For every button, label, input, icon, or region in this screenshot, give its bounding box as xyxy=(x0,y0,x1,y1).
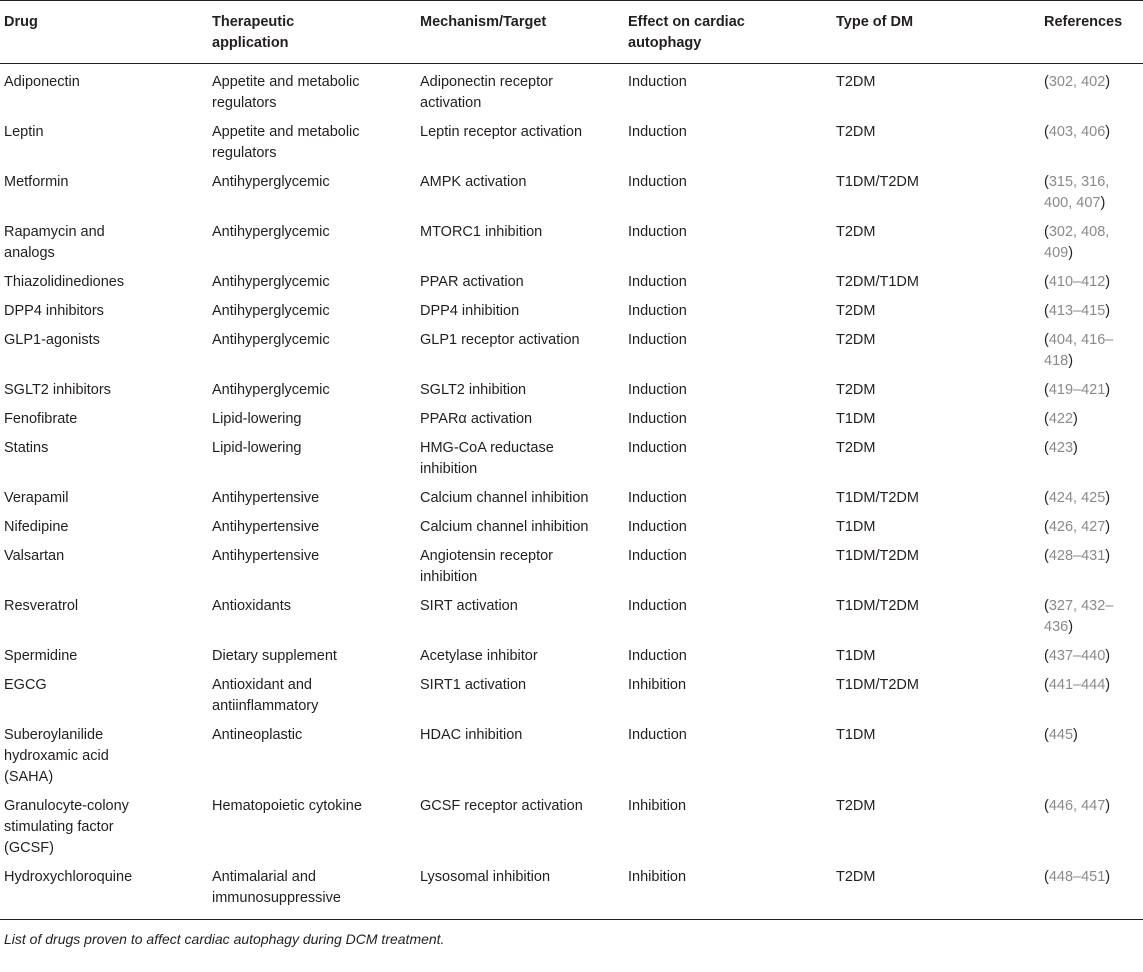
cell-drug xyxy=(0,404,208,433)
cell-app xyxy=(208,483,416,512)
cell-drug xyxy=(0,167,208,217)
cell-mech xyxy=(416,296,624,325)
cell-text: Antihypertensive xyxy=(212,548,320,564)
cell-dm xyxy=(832,512,1040,541)
cell-text: T1DM/T2DM xyxy=(836,490,919,506)
cell-text: Antimalarial and immunosuppressive xyxy=(212,869,341,906)
table-row xyxy=(0,267,1143,296)
cell-text[interactable]: (403, 406) xyxy=(1044,124,1111,140)
cell-effect xyxy=(624,670,832,720)
cell-text: Antihyperglycemic xyxy=(212,174,330,190)
cell-text: Induction xyxy=(628,74,687,90)
table-row xyxy=(0,720,1143,791)
column-header-dm-type: Type of DM xyxy=(832,1,1040,64)
cell-app xyxy=(208,404,416,433)
cell-text: SGLT2 inhibition xyxy=(420,382,527,398)
cell-effect xyxy=(624,217,832,267)
cell-text[interactable]: (437–440) xyxy=(1044,648,1111,664)
cell-mech xyxy=(416,791,624,862)
cell-effect xyxy=(624,591,832,641)
cell-effect xyxy=(624,325,832,375)
cell-text: Antihyperglycemic xyxy=(212,382,330,398)
cell-drug xyxy=(0,862,208,920)
cell-app xyxy=(208,117,416,167)
cell-text: Appetite and metabolic regulators xyxy=(212,124,360,161)
cell-text[interactable]: (419–421) xyxy=(1044,382,1111,398)
cell-text: Antihyperglycemic xyxy=(212,303,330,319)
cell-drug xyxy=(0,591,208,641)
table-row xyxy=(0,167,1143,217)
cell-mech xyxy=(416,720,624,791)
cell-text: Induction xyxy=(628,440,687,456)
cell-effect xyxy=(624,541,832,591)
cell-dm xyxy=(832,541,1040,591)
table-row xyxy=(0,117,1143,167)
cell-text: Adiponectin xyxy=(4,74,80,90)
cell-mech xyxy=(416,375,624,404)
cell-refs xyxy=(1040,325,1143,375)
table-row xyxy=(0,483,1143,512)
cell-text: T1DM/T2DM xyxy=(836,174,919,190)
cell-effect xyxy=(624,167,832,217)
cell-app xyxy=(208,591,416,641)
table-row xyxy=(0,670,1143,720)
cell-text: Metformin xyxy=(4,174,69,190)
cell-dm xyxy=(832,591,1040,641)
cell-drug xyxy=(0,217,208,267)
cell-text: Adiponectin receptor activation xyxy=(420,74,553,111)
cell-drug xyxy=(0,117,208,167)
cell-text[interactable]: (327, 432–436) xyxy=(1044,598,1114,635)
table-row xyxy=(0,791,1143,862)
cell-effect xyxy=(624,433,832,483)
cell-refs xyxy=(1040,64,1143,118)
cell-text: Induction xyxy=(628,490,687,506)
cell-text: Induction xyxy=(628,648,687,664)
column-header-drug: Drug xyxy=(0,1,208,64)
cell-app xyxy=(208,267,416,296)
table-body xyxy=(0,64,1143,920)
cell-text: HMG-CoA reductase inhibition xyxy=(420,440,554,477)
cell-text: Resveratrol xyxy=(4,598,79,614)
cell-refs xyxy=(1040,483,1143,512)
cell-text: Fenofibrate xyxy=(4,411,78,427)
cell-text[interactable]: (424, 425) xyxy=(1044,490,1111,506)
table-row xyxy=(0,641,1143,670)
cell-text[interactable]: (413–415) xyxy=(1044,303,1111,319)
cell-text: DPP4 inhibitors xyxy=(4,303,104,319)
cell-text: Antioxidant and antiinflammatory xyxy=(212,677,319,714)
cell-effect xyxy=(624,862,832,920)
cell-mech xyxy=(416,512,624,541)
cell-text: T1DM xyxy=(836,411,876,427)
cell-app xyxy=(208,641,416,670)
cell-refs xyxy=(1040,641,1143,670)
cell-dm xyxy=(832,296,1040,325)
cell-text: T1DM xyxy=(836,727,876,743)
cell-drug xyxy=(0,791,208,862)
cell-dm xyxy=(832,117,1040,167)
cell-text: Antioxidants xyxy=(212,598,291,614)
cell-text[interactable]: (448–451) xyxy=(1044,869,1111,885)
cell-drug xyxy=(0,433,208,483)
cell-text: Inhibition xyxy=(628,677,687,693)
cell-app xyxy=(208,375,416,404)
cell-text: Inhibition xyxy=(628,798,687,814)
cell-text: Inhibition xyxy=(628,869,687,885)
cell-refs xyxy=(1040,375,1143,404)
table-row xyxy=(0,862,1143,920)
cell-drug xyxy=(0,267,208,296)
table-row xyxy=(0,375,1143,404)
cell-text: T1DM/T2DM xyxy=(836,548,919,564)
cell-text[interactable]: (423) xyxy=(1044,440,1078,456)
cell-text: T2DM xyxy=(836,869,876,885)
table-row xyxy=(0,512,1143,541)
cell-refs xyxy=(1040,167,1143,217)
cell-drug xyxy=(0,512,208,541)
cell-text: T2DM xyxy=(836,224,876,240)
cell-text: Induction xyxy=(628,303,687,319)
cell-text: Acetylase inhibitor xyxy=(420,648,538,664)
cell-text: GLP1-agonists xyxy=(4,332,100,348)
cell-text: Antihyperglycemic xyxy=(212,274,330,290)
cell-drug xyxy=(0,64,208,118)
cell-text: Calcium channel inhibition xyxy=(420,519,589,535)
table-row xyxy=(0,433,1143,483)
cell-text: Antihyperglycemic xyxy=(212,332,330,348)
cell-text: SIRT1 activation xyxy=(420,677,527,693)
cell-dm xyxy=(832,720,1040,791)
cell-text[interactable]: (428–431) xyxy=(1044,548,1111,564)
cell-dm xyxy=(832,167,1040,217)
cell-drug xyxy=(0,541,208,591)
cell-text: T2DM/T1DM xyxy=(836,274,919,290)
cell-text: EGCG xyxy=(4,677,47,693)
cell-drug xyxy=(0,296,208,325)
cell-text: Lysosomal inhibition xyxy=(420,869,551,885)
cell-app xyxy=(208,296,416,325)
cell-drug xyxy=(0,325,208,375)
cell-text[interactable]: (315, 316, 400, 407) xyxy=(1044,174,1110,211)
cell-text: GLP1 receptor activation xyxy=(420,332,580,348)
cell-text: PPARα activation xyxy=(420,411,533,427)
cell-text: Leptin xyxy=(4,124,44,140)
cell-text: T2DM xyxy=(836,798,876,814)
cell-text[interactable]: (404, 416–418) xyxy=(1044,332,1114,369)
cell-text: SIRT activation xyxy=(420,598,518,614)
cell-dm xyxy=(832,433,1040,483)
cell-text: Antihyperglycemic xyxy=(212,224,330,240)
cell-refs xyxy=(1040,433,1143,483)
cell-text: T2DM xyxy=(836,382,876,398)
cell-effect xyxy=(624,117,832,167)
cell-text: Thiazolidinediones xyxy=(4,274,125,290)
cell-text: Lipid-lowering xyxy=(212,440,302,456)
table-header xyxy=(0,1,1143,64)
cell-text: Induction xyxy=(628,224,687,240)
cell-mech xyxy=(416,483,624,512)
cell-text: Induction xyxy=(628,548,687,564)
table-row xyxy=(0,296,1143,325)
cell-text: GCSF receptor activation xyxy=(420,798,583,814)
cell-text: Suberoylanilide hydroxamic acid (SAHA) xyxy=(4,727,109,785)
cell-dm xyxy=(832,862,1040,920)
cell-drug xyxy=(0,720,208,791)
cell-text[interactable]: (426, 427) xyxy=(1044,519,1111,535)
cell-text: Antineoplastic xyxy=(212,727,303,743)
cell-text[interactable]: (302, 402) xyxy=(1044,74,1111,90)
cell-refs xyxy=(1040,791,1143,862)
cell-drug xyxy=(0,641,208,670)
cell-mech xyxy=(416,117,624,167)
cell-app xyxy=(208,217,416,267)
cell-app xyxy=(208,541,416,591)
column-header-application: Therapeutic application xyxy=(208,1,416,64)
cell-text: T2DM xyxy=(836,303,876,319)
cell-mech xyxy=(416,433,624,483)
cell-refs xyxy=(1040,720,1143,791)
cell-text: Leptin receptor activation xyxy=(420,124,583,140)
cell-dm xyxy=(832,267,1040,296)
cell-dm xyxy=(832,217,1040,267)
cell-mech xyxy=(416,167,624,217)
cell-text: Valsartan xyxy=(4,548,65,564)
cell-text: SGLT2 inhibitors xyxy=(4,382,111,398)
cell-text: Spermidine xyxy=(4,648,78,664)
cell-text: Induction xyxy=(628,332,687,348)
cell-effect xyxy=(624,296,832,325)
cell-text: Angiotensin receptor inhibition xyxy=(420,548,553,585)
cell-text: Calcium channel inhibition xyxy=(420,490,589,506)
cell-refs xyxy=(1040,670,1143,720)
table-row xyxy=(0,64,1143,118)
cell-refs xyxy=(1040,404,1143,433)
cell-drug xyxy=(0,483,208,512)
cell-dm xyxy=(832,791,1040,862)
cell-dm xyxy=(832,641,1040,670)
cell-text: Induction xyxy=(628,174,687,190)
cell-refs xyxy=(1040,862,1143,920)
cell-text: Verapamil xyxy=(4,490,69,506)
cell-text[interactable]: (410–412) xyxy=(1044,274,1111,290)
cell-refs xyxy=(1040,512,1143,541)
cell-app xyxy=(208,512,416,541)
cell-text: Induction xyxy=(628,519,687,535)
cell-text[interactable]: (441–444) xyxy=(1044,677,1111,693)
cell-text[interactable]: (446, 447) xyxy=(1044,798,1111,814)
cell-text: Induction xyxy=(628,274,687,290)
cell-dm xyxy=(832,404,1040,433)
cell-app xyxy=(208,64,416,118)
cell-app xyxy=(208,167,416,217)
cell-text: T1DM xyxy=(836,519,876,535)
table-row xyxy=(0,325,1143,375)
cell-text: T2DM xyxy=(836,332,876,348)
cell-refs xyxy=(1040,541,1143,591)
cell-text[interactable]: (445) xyxy=(1044,727,1078,743)
cell-text: DPP4 inhibition xyxy=(420,303,520,319)
cell-text: Antihypertensive xyxy=(212,490,320,506)
cell-text: Nifedipine xyxy=(4,519,69,535)
cell-mech xyxy=(416,641,624,670)
cell-text[interactable]: (422) xyxy=(1044,411,1078,427)
cell-mech xyxy=(416,862,624,920)
cell-mech xyxy=(416,670,624,720)
cell-app xyxy=(208,670,416,720)
cell-effect xyxy=(624,64,832,118)
cell-mech xyxy=(416,64,624,118)
cell-mech xyxy=(416,404,624,433)
cell-mech xyxy=(416,591,624,641)
cell-refs xyxy=(1040,591,1143,641)
cell-text: Rapamycin and analogs xyxy=(4,224,105,261)
cell-effect xyxy=(624,641,832,670)
table-row xyxy=(0,541,1143,591)
cell-effect xyxy=(624,267,832,296)
cell-text: Granulocyte-colony stimulating factor (GCSF) xyxy=(4,798,129,856)
cell-text: Lipid-lowering xyxy=(212,411,302,427)
cell-text: Induction xyxy=(628,382,687,398)
cell-mech xyxy=(416,325,624,375)
cell-drug xyxy=(0,375,208,404)
column-header-mechanism: Mechanism/Target xyxy=(416,1,624,64)
cell-text: HDAC inhibition xyxy=(420,727,523,743)
cell-app xyxy=(208,325,416,375)
cell-dm xyxy=(832,325,1040,375)
cell-effect xyxy=(624,375,832,404)
cell-refs xyxy=(1040,217,1143,267)
cell-text: AMPK activation xyxy=(420,174,527,190)
cell-mech xyxy=(416,267,624,296)
cell-mech xyxy=(416,541,624,591)
cell-text: Hydroxychloroquine xyxy=(4,869,133,885)
cell-text: Hematopoietic cytokine xyxy=(212,798,362,814)
cell-effect xyxy=(624,483,832,512)
cell-refs xyxy=(1040,267,1143,296)
cell-effect xyxy=(624,404,832,433)
cell-app xyxy=(208,791,416,862)
cell-refs xyxy=(1040,296,1143,325)
table-row xyxy=(0,217,1143,267)
cell-refs xyxy=(1040,117,1143,167)
cell-text: T2DM xyxy=(836,74,876,90)
cell-dm xyxy=(832,483,1040,512)
cell-dm xyxy=(832,670,1040,720)
cell-app xyxy=(208,862,416,920)
cell-text: T1DM xyxy=(836,648,876,664)
cell-effect xyxy=(624,791,832,862)
cell-drug xyxy=(0,670,208,720)
cell-text: Induction xyxy=(628,124,687,140)
cell-text: Induction xyxy=(628,727,687,743)
table-row xyxy=(0,404,1143,433)
cell-text: Antihypertensive xyxy=(212,519,320,535)
cell-mech xyxy=(416,217,624,267)
cell-text: Statins xyxy=(4,440,49,456)
cell-app xyxy=(208,433,416,483)
cell-text[interactable]: (302, 408, 409) xyxy=(1044,224,1110,261)
cell-dm xyxy=(832,64,1040,118)
cell-text: PPAR activation xyxy=(420,274,524,290)
cell-app xyxy=(208,720,416,791)
cell-text: Induction xyxy=(628,598,687,614)
cell-text: Appetite and metabolic regulators xyxy=(212,74,360,111)
cell-text: T1DM/T2DM xyxy=(836,598,919,614)
cell-text: Dietary supplement xyxy=(212,648,337,664)
column-header-references: References xyxy=(1040,1,1143,64)
cell-dm xyxy=(832,375,1040,404)
cell-text: Induction xyxy=(628,411,687,427)
table-row xyxy=(0,591,1143,641)
cell-text: MTORC1 inhibition xyxy=(420,224,543,240)
column-header-effect: Effect on cardiac autophagy xyxy=(624,1,832,64)
cell-text: T1DM/T2DM xyxy=(836,677,919,693)
cell-text: T2DM xyxy=(836,440,876,456)
cell-text: T2DM xyxy=(836,124,876,140)
table-caption: List of drugs proven to affect cardiac autophagy during DCM treatment. xyxy=(4,931,445,947)
cell-effect xyxy=(624,720,832,791)
cell-effect xyxy=(624,512,832,541)
